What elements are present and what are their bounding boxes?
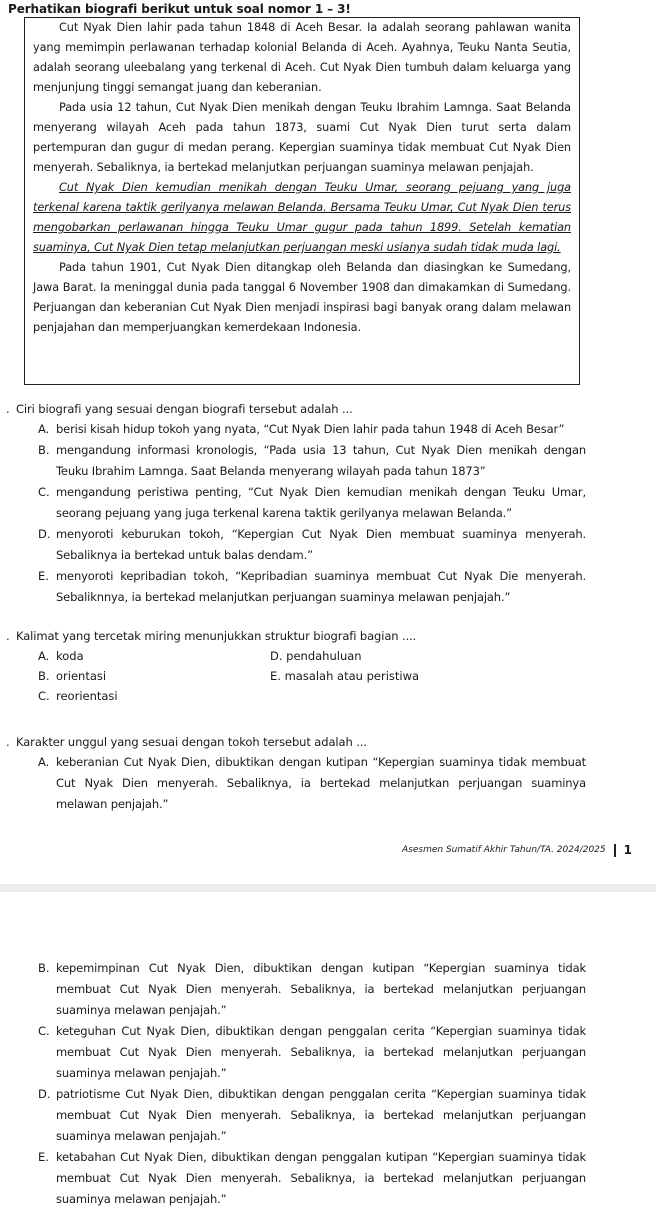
option-a[interactable]: A. berisi kisah hidup tokoh yang nyata, “Cut Nyak Dien lahir pada tahun 1948 di Aceh Besar” — [38, 422, 565, 436]
option-c[interactable]: C. mengandung peristiwa penting, “Cut Nyak Dien kemudian menikah dengan Teuku Umar, seorang pejuang yang juga terkenal karena taktik gerilyanya melawan Belanda.” — [38, 485, 586, 520]
option-d[interactable]: D. menyoroti keburukan tokoh, “Kepergian Cut Nyak Dien membuat suaminya menyerah. Sebaliknya ia bertekad untuk balas dendam.” — [38, 527, 586, 562]
page-2 — [0, 892, 656, 1217]
page-footer — [402, 843, 632, 857]
passage-box — [24, 17, 580, 385]
question-3 — [0, 732, 600, 815]
option-b[interactable]: B. kepemimpinan Cut Nyak Dien, dibuktikan dengan kutipan “Kepergian suaminya tidak membuat Cut Nyak Dien menyerah. Sebaliknya, ia bertekad melanjutkan perjuangan suaminya melawan penjajah.” — [38, 961, 586, 1017]
option-d[interactable]: D. pendahuluan — [270, 649, 362, 663]
option-grid — [0, 646, 600, 706]
passage-paragraph-3: Cut Nyak Dien kemudian menikah dengan Teuku Umar, seorang pejuang yang juga terkenal karena taktik gerilyanya melawan Belanda. Bersama Teuku Umar, Cut Nyak Dien terus mengobarkan perlawanan hingga Teuku Umar gugur pada tahun 1899. Setelah kematian suaminya, Cut Nyak Dien tetap melanjutkan perjuangan meski usianya sudah tidak muda lagi. — [33, 181, 571, 254]
option-e[interactable]: E. ketabahan Cut Nyak Dien, dibuktikan dengan penggalan kutipan “Kepergian suaminya tidak membuat Cut Nyak Dien menyerah. Sebaliknya, ia bertekad melanjutkan perjuangan suaminya melawan penjajah.” — [38, 1150, 586, 1206]
option-b[interactable]: B. mengandung informasi kronologis, “Pada usia 13 tahun, Cut Nyak Dien menikah dengan Teuku Ibrahim Lamnga. Saat Belanda menyerang wilayah pada tahun 1873” — [38, 443, 586, 478]
question-1 — [0, 399, 600, 608]
question-2 — [0, 626, 600, 706]
option-a[interactable]: A. koda — [38, 649, 84, 663]
option-c[interactable]: C. keteguhan Cut Nyak Dien, dibuktikan dengan penggalan cerita “Kepergian suaminya tidak membuat Cut Nyak Dien menyerah. Sebaliknya, ia bertekad melanjutkan perjuangan suaminya melawan penjajah.” — [38, 1024, 586, 1080]
option-d[interactable]: D. patriotisme Cut Nyak Dien, dibuktikan dengan penggalan cerita “Kepergian suaminya tidak membuat Cut Nyak Dien menyerah. Sebaliknya, ia bertekad melanjutkan perjuangan suaminya melawan penjajah.” — [38, 1087, 586, 1143]
footer-divider — [614, 844, 616, 857]
page-number: 1 — [623, 843, 632, 857]
option-c[interactable]: C. reorientasi — [38, 689, 118, 703]
option-e[interactable]: E. masalah atau peristiwa — [270, 669, 420, 683]
question-stem: . Kalimat yang tercetak miring menunjukkan struktur biografi bagian .... — [6, 629, 417, 643]
question-stem: . Karakter unggul yang sesuai dengan tokoh tersebut adalah ... — [6, 735, 367, 749]
instruction: Perhatikan biografi berikut untuk soal nomor 1 – 3! — [8, 2, 351, 16]
page-separator — [0, 884, 656, 892]
footer-text: Asesmen Sumatif Akhir Tahun/TA. 2024/2025 — [402, 845, 606, 855]
question-3-continued — [0, 958, 600, 1210]
option-a[interactable]: A. keberanian Cut Nyak Dien, dibuktikan dengan kutipan “Kepergian suaminya tidak membuat Cut Nyak Dien menyerah. Sebaliknya, ia bertekad melanjutkan perjuangan suaminya melawan penjajah.” — [38, 755, 586, 811]
passage-paragraph-4: Pada tahun 1901, Cut Nyak Dien ditangkap oleh Belanda dan diasingkan ke Sumedang, Jawa Barat. Ia meninggal dunia pada tanggal 6 November 1908 dan dimakamkan di Sumedang. Perjuangan dan keberanian Cut Nyak Dien menjadi inspirasi bagi banyak orang dalam melawan penjajahan dan memperjuangkan kemerdekaan Indonesia. — [33, 261, 571, 334]
passage-paragraph-1: Cut Nyak Dien lahir pada tahun 1848 di Aceh Besar. Ia adalah seorang pahlawan wanita yang memimpin perlawanan terhadap kolonial Belanda di Aceh. Ayahnya, Teuku Nanta Seutia, adalah seorang uleebalang yang terkenal di Aceh. Cut Nyak Dien tumbuh dalam keluarga yang menjunjung tinggi semangat juang dan keberanian. — [33, 21, 571, 94]
option-e[interactable]: E. menyoroti kepribadian tokoh, “Kepribadian suaminya membuat Cut Nyak Die menyerah. Sebaliknnya, ia bertekad melanjutkan perjuangan suaminya melawan penjajah.” — [38, 569, 586, 604]
question-stem: . Ciri biografi yang sesuai dengan biografi tersebut adalah ... — [6, 402, 353, 416]
passage-paragraph-2: Pada usia 12 tahun, Cut Nyak Dien menikah dengan Teuku Ibrahim Lamnga. Saat Belanda menyerang wilayah Aceh pada tahun 1873, suami Cut Nyak Dien turut serta dalam pertempuran dan gugur di medan perang. Kepergian suaminya tidak membuat Cut Nyak Dien menyerah. Sebaliknya, ia bertekad melanjutkan perjuangan suaminya melawan penjajah. — [33, 101, 571, 174]
option-b[interactable]: B. orientasi — [38, 669, 107, 683]
